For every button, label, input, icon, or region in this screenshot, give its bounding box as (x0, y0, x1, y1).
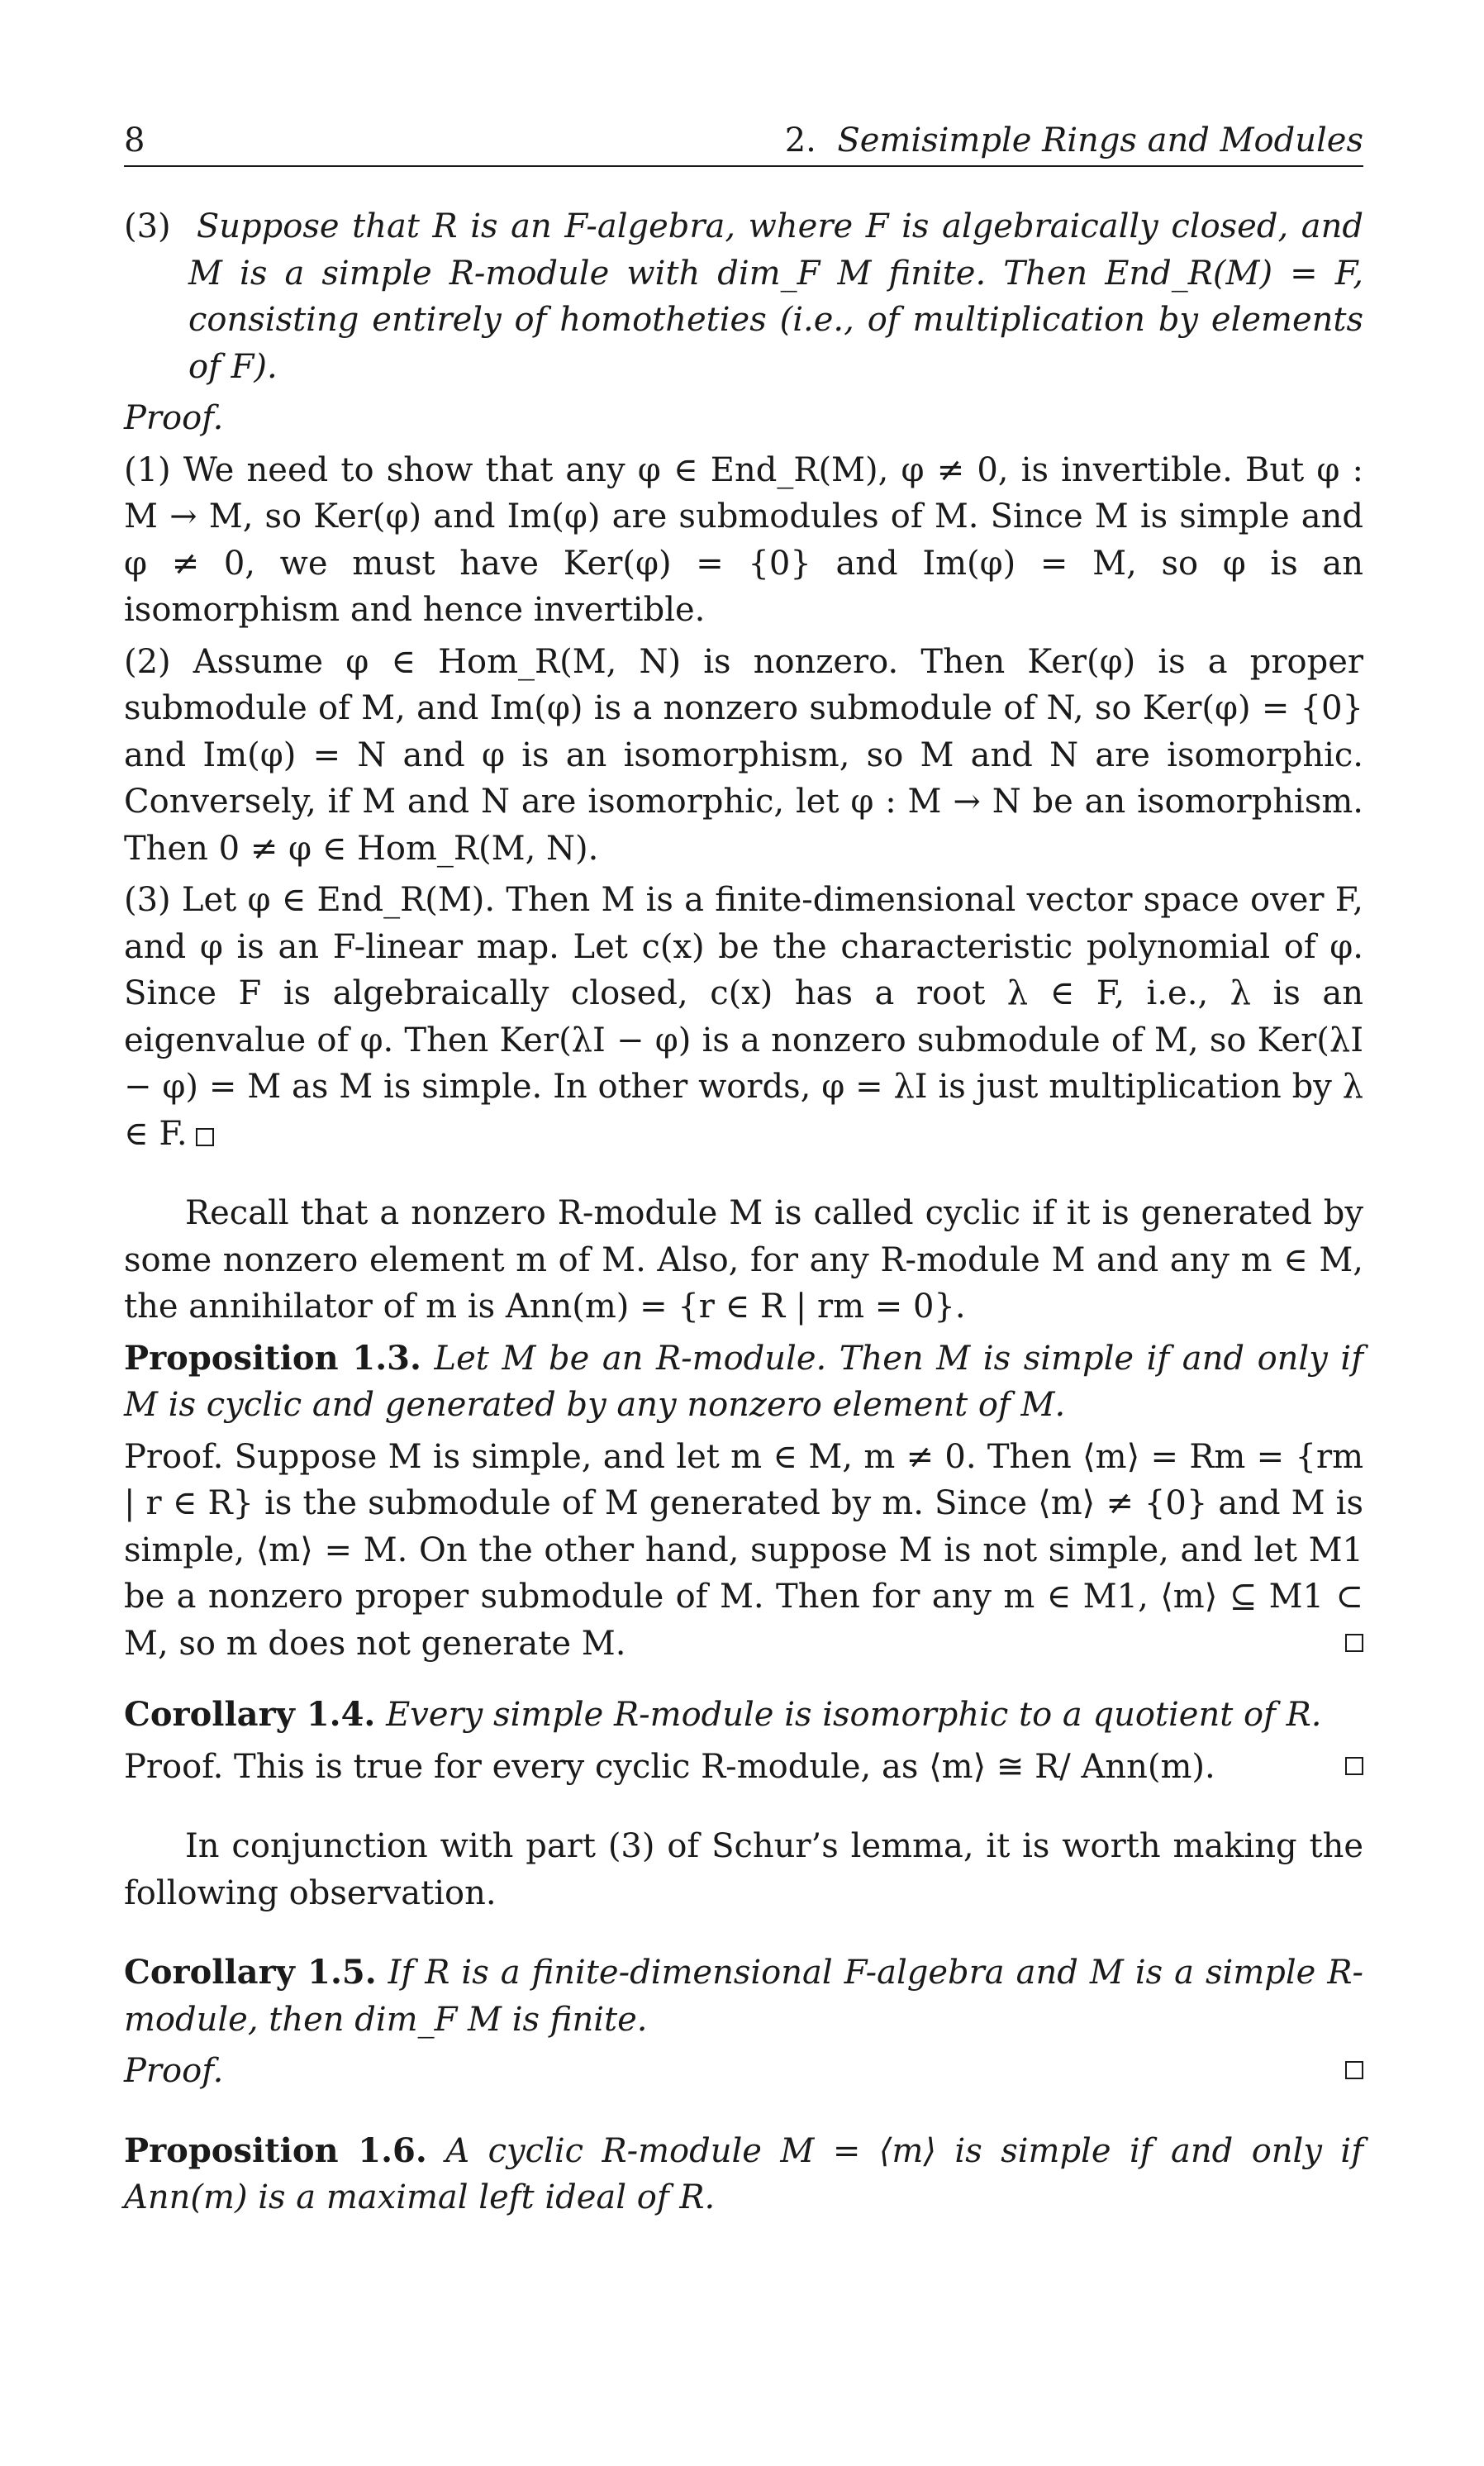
corollary-1-5-proof-text: Proof. (124, 2052, 224, 2090)
proposition-1-3-proof-text: Proof. Suppose M is simple, and let m ∈ M, m ≠ 0. Then ⟨m⟩ = Rm = {rm | r ∈ R} is the submodule of M generated by m. Since ⟨m⟩ ≠ {0} and M is simple, ⟨m⟩ = M. On the other hand, suppose M is not simple, and let M1 be a nonzero proper submodule of M. Then for any m ∈ M1, ⟨m⟩ ⊆ M1 ⊂ M, so m does not generate M. (124, 1437, 1363, 1663)
corollary-1-4-proof-text: Proof. This is true for every cyclic R-module, as ⟨m⟩ ≅ R/ Ann(m). (124, 1747, 1215, 1786)
proposition-1-3 (124, 1335, 1363, 1429)
page-number: 8 (124, 121, 145, 159)
proposition-1-6-label: Proposition 1.6. (124, 2130, 427, 2170)
corollary-1-4-proof (124, 1744, 1363, 1791)
qed-square-icon (1345, 1634, 1363, 1652)
chapter-heading (785, 116, 1363, 165)
proof-part-1: (1) We need to show that any φ ∈ End_R(M), φ ≠ 0, is invertible. But φ : M → M, so Ker(φ) and Im(φ) are submodules of M. Since M is simple and φ ≠ 0, we must have Ker(φ) = {0} and Im(φ) = M, so φ is an isomorphism and hence invertible. (124, 450, 1363, 629)
qed-square-icon (1345, 2061, 1363, 2079)
running-header (124, 107, 1363, 167)
proof-label: Proof. (124, 399, 224, 437)
corollary-1-5-statement: If R is a finite-dimensional F-algebra and M is a simple R-module, then dim_F M is finite. (124, 1954, 1363, 2039)
item-label: (3) (124, 207, 171, 245)
page-content (124, 203, 1363, 2221)
proposition-1-6-statement: A cyclic R-module M = ⟨m⟩ is simple if and only if Ann(m) is a maximal left ideal of R. (124, 2131, 1364, 2216)
book-page (124, 107, 1363, 2221)
chapter-number: 2. (784, 121, 816, 159)
proposition-1-6 (124, 2128, 1363, 2221)
proof-part-3 (124, 877, 1363, 1157)
proposition-1-3-statement: Let M be an R-module. Then M is simple if and only if M is cyclic and generated by any nonzero element of M. (124, 1339, 1364, 1424)
corollary-1-4-statement: Every simple R-module is isomorphic to a quotient of R. (386, 1696, 1322, 1734)
chapter-title: Semisimple Rings and Modules (837, 121, 1363, 159)
proposition-1-3-label: Proposition 1.3. (124, 1338, 421, 1378)
corollary-1-4-label: Corollary 1.4. (124, 1695, 376, 1734)
qed-square-icon (196, 1128, 214, 1146)
corollary-1-5-label: Corollary 1.5. (124, 1953, 377, 1992)
proposition-1-3-proof (124, 1434, 1363, 1668)
corollary-1-5 (124, 1949, 1363, 2043)
corollary-1-5-proof (124, 2048, 1363, 2095)
item-3-statement: Suppose that R is an F-algebra, where F is algebraically closed, and M is a simple R-module with dim_F M finite. Then End_R(M) = F, consisting entirely of homotheties (i.e., of multiplication by elements of F). (188, 207, 1363, 386)
proof-part-3-text: (3) Let φ ∈ End_R(M). Then M is a finite-dimensional vector space over F, and φ is an F-linear map. Let c(x) be the characteristic polynomial of φ. Since F is algebraically closed, c(x) has a root λ ∈ F, i.e., λ is an eigenvalue of φ. Then Ker(λI − φ) is a nonzero submodule of M, so Ker(λI − φ) = M as M is simple. In other words, φ = λI is just multiplication by λ ∈ F. (124, 881, 1363, 1153)
recall-paragraph: Recall that a nonzero R-module M is called cyclic if it is generated by some nonzero element m of M. Also, for any R-module M and any m ∈ M, the annihilator of m is Ann(m) = {r ∈ R | rm = 0}. (124, 1194, 1363, 1326)
lemma-item-3 (124, 203, 1363, 390)
qed-square-icon (1345, 1757, 1363, 1775)
proof-part-2: (2) Assume φ ∈ Hom_R(M, N) is nonzero. Then Ker(φ) is a proper submodule of M, and Im(φ) is a nonzero submodule of N, so Ker(φ) = {0} and Im(φ) = N and φ is an isomorphism, so M and N are isomorphic. Conversely, if M and N are isomorphic, let φ : M → N be an isomorphism. Then 0 ≠ φ ∈ Hom_R(M, N). (124, 642, 1363, 868)
conjunction-paragraph: In conjunction with part (3) of Schur’s lemma, it is worth making the following observation. (124, 1827, 1363, 1912)
corollary-1-4 (124, 1692, 1363, 1739)
